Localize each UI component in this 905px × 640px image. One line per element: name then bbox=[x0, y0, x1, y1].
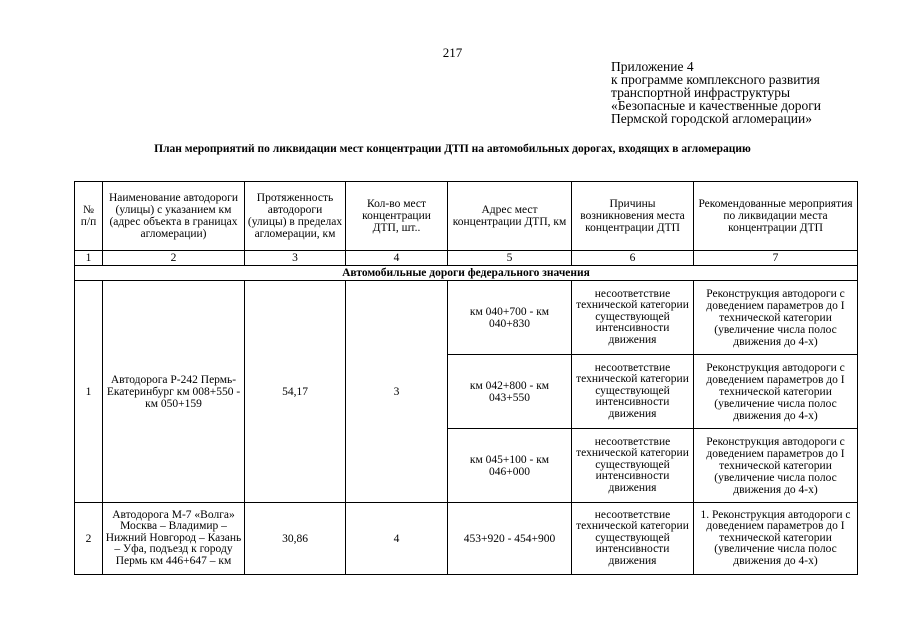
place-measure: 1. Реконструкция автодороги с доведением параметров до I технической категории (увеличение числа полос движения до 4-х) bbox=[694, 503, 858, 575]
table-row bbox=[75, 503, 858, 575]
place-address: 453+920 - 454+900 bbox=[448, 503, 572, 575]
column-number: 7 bbox=[694, 251, 858, 266]
place-address: км 045+100 - км 046+000 bbox=[448, 429, 572, 503]
road-name: Автодорога М-7 «Волга» Москва – Владимир – Нижний Новгород – Казань – Уфа, подъезд к городу Пермь км 446+647 – км bbox=[103, 503, 245, 575]
road-name: Автодорога Р-242 Пермь-Екатеринбург км 008+550 - км 050+159 bbox=[103, 281, 245, 503]
appendix-line: транспортной инфраструктуры bbox=[611, 85, 791, 100]
measures-table bbox=[74, 181, 858, 575]
column-number: 6 bbox=[572, 251, 694, 266]
row-number: 2 bbox=[75, 503, 103, 575]
place-cause: несоответствие технической категории существующей интенсивности движения bbox=[572, 503, 694, 575]
section-heading: Автомобильные дороги федерального значения bbox=[75, 266, 858, 281]
place-measure: Реконструкция автодороги с доведением параметров до I технической категории (увеличение числа полос движения до 4-х) bbox=[694, 429, 858, 503]
header-cell: Протяженность автодороги (улицы) в пределах агломерации, км bbox=[245, 182, 346, 251]
header-cell: № п/п bbox=[75, 182, 103, 251]
table-row bbox=[75, 281, 858, 355]
header-cell: Адрес мест концентрации ДТП, км bbox=[448, 182, 572, 251]
section-row bbox=[75, 266, 858, 281]
table-header-row bbox=[75, 182, 858, 251]
appendix-line: к программе комплексного развития bbox=[611, 72, 820, 87]
column-number: 2 bbox=[103, 251, 245, 266]
row-number: 1 bbox=[75, 281, 103, 503]
header-cell: Кол-во мест концентрации ДТП, шт.. bbox=[346, 182, 448, 251]
header-cell: Рекомендованные мероприятия по ликвидации места концентрации ДТП bbox=[694, 182, 858, 251]
road-length: 54,17 bbox=[245, 281, 346, 503]
header-cell: Наименование автодороги (улицы) с указанием км (адрес объекта в границах агломерации) bbox=[103, 182, 245, 251]
column-number: 5 bbox=[448, 251, 572, 266]
column-number: 3 bbox=[245, 251, 346, 266]
place-measure: Реконструкция автодороги с доведением параметров до I технической категории (увеличение числа полос движения до 4-х) bbox=[694, 281, 858, 355]
appendix-line: «Безопасные и качественные дороги bbox=[611, 98, 822, 113]
place-cause: несоответствие технической категории существующей интенсивности движения bbox=[572, 429, 694, 503]
road-length: 30,86 bbox=[245, 503, 346, 575]
document-title: План мероприятий по ликвидации мест концентрации ДТП на автомобильных дорогах, входящих в агломерацию bbox=[154, 143, 751, 155]
places-count: 3 bbox=[346, 281, 448, 503]
place-address: км 042+800 - км 043+550 bbox=[448, 355, 572, 429]
column-number: 1 bbox=[75, 251, 103, 266]
place-cause: несоответствие технической категории существующей интенсивности движения bbox=[572, 355, 694, 429]
place-cause: несоответствие технической категории существующей интенсивности движения bbox=[572, 281, 694, 355]
column-number: 4 bbox=[346, 251, 448, 266]
place-address: км 040+700 - км 040+830 bbox=[448, 281, 572, 355]
places-count: 4 bbox=[346, 503, 448, 575]
page-number: 217 bbox=[442, 45, 463, 60]
appendix-block bbox=[611, 60, 821, 125]
appendix-line: Пермской городской агломерации» bbox=[611, 111, 812, 126]
place-measure: Реконструкция автодороги с доведением параметров до I технической категории (увеличение числа полос движения до 4-х) bbox=[694, 355, 858, 429]
appendix-line: Приложение 4 bbox=[611, 59, 694, 74]
column-number-row bbox=[75, 251, 858, 266]
header-cell: Причины возникновения места концентрации ДТП bbox=[572, 182, 694, 251]
